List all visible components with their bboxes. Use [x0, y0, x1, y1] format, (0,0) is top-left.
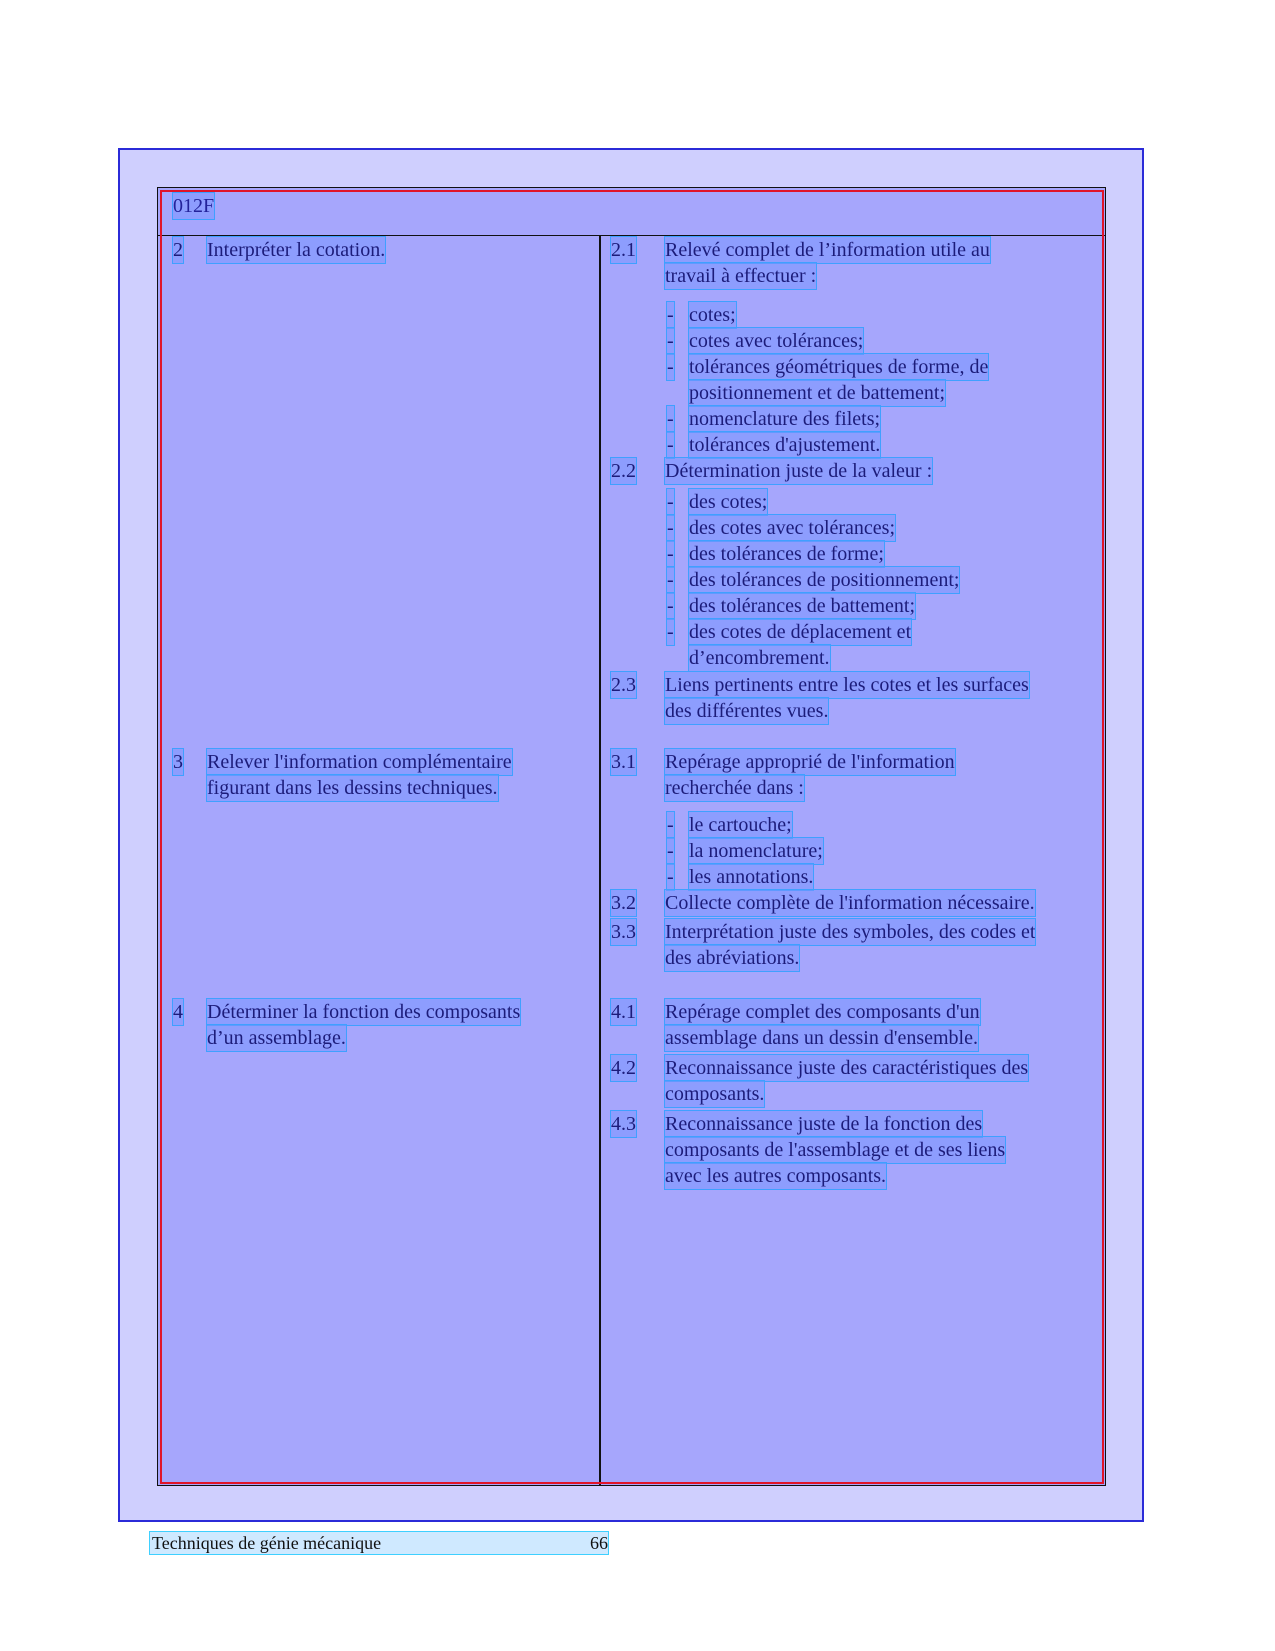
criterion-text: Collecte complète de l'information nécessaire.: [665, 892, 1035, 914]
criterion-number: 4.3: [611, 1113, 636, 1135]
bullet-text: des cotes;: [689, 491, 768, 513]
criterion-number: 4.1: [611, 1001, 636, 1023]
criterion-text: des abréviations.: [665, 947, 800, 969]
competency-code: 012F: [173, 195, 215, 217]
criterion-text: Liens pertinents entre les cotes et les surfaces: [665, 674, 1029, 696]
bullet-text: tolérances géométriques de forme, de: [689, 356, 989, 378]
criterion-text: Détermination juste de la valeur :: [665, 460, 933, 482]
bullet-text: la nomenclature;: [689, 840, 823, 862]
criterion-number: 3.1: [611, 751, 636, 773]
bullet-text: des tolérances de forme;: [689, 543, 884, 565]
criterion-text: Reconnaissance juste de la fonction des: [665, 1113, 983, 1135]
criterion-text: Repérage complet des composants d'un: [665, 1001, 980, 1023]
bullet-dash: -: [667, 491, 674, 513]
criterion-text: composants.: [665, 1083, 765, 1105]
bullet-dash: -: [667, 866, 674, 888]
criterion-text: Reconnaissance juste des caractéristiques des: [665, 1057, 1029, 1079]
competency-text: Interpréter la cotation.: [207, 239, 386, 261]
header-divider: [157, 235, 1106, 236]
bullet-text: des tolérances de battement;: [689, 595, 916, 617]
footer-title: Techniques de génie mécanique: [152, 1533, 382, 1553]
bullet-text: cotes avec tolérances;: [689, 330, 864, 352]
competency-text: Relever l'information complémentaire: [207, 751, 512, 773]
bullet-text: positionnement et de battement;: [689, 382, 946, 404]
bullet-dash: -: [667, 595, 674, 617]
bullet-text: les annotations.: [689, 866, 814, 888]
criterion-number: 2.3: [611, 674, 636, 696]
competency-number: 3: [173, 751, 183, 773]
bullet-dash: -: [667, 408, 674, 430]
criterion-text: Interprétation juste des symboles, des codes et: [665, 921, 1036, 943]
criterion-text: Relevé complet de l’information utile au: [665, 239, 990, 261]
criterion-text: Repérage approprié de l'information: [665, 751, 955, 773]
bullet-text: tolérances d'ajustement.: [689, 434, 881, 456]
bullet-text: le cartouche;: [689, 814, 792, 836]
bullet-dash: -: [667, 621, 674, 643]
criterion-text: assemblage dans un dessin d'ensemble.: [665, 1027, 978, 1049]
bullet-dash: -: [667, 814, 674, 836]
bullet-text: des cotes avec tolérances;: [689, 517, 896, 539]
column-divider: [599, 235, 601, 1486]
criterion-number: 2.2: [611, 460, 636, 482]
criterion-number: 3.3: [611, 921, 636, 943]
criterion-text: travail à effectuer :: [665, 265, 817, 287]
bullet-text: d’encombrement.: [689, 647, 830, 669]
criterion-number: 2.1: [611, 239, 636, 261]
competency-table: [157, 187, 1106, 1486]
page-number: 66: [590, 1533, 608, 1553]
bullet-text: des tolérances de positionnement;: [689, 569, 960, 591]
criterion-text: composants de l'assemblage et de ses liens: [665, 1139, 1006, 1161]
criterion-text: avec les autres composants.: [665, 1165, 887, 1187]
bullet-text: des cotes de déplacement et: [689, 621, 912, 643]
bullet-dash: -: [667, 543, 674, 565]
bullet-text: nomenclature des filets;: [689, 408, 881, 430]
criterion-number: 4.2: [611, 1057, 636, 1079]
criterion-number: 3.2: [611, 892, 636, 914]
competency-number: 4: [173, 1001, 183, 1023]
criterion-text: des différentes vues.: [665, 700, 829, 722]
competency-number: 2: [173, 239, 183, 261]
bullet-dash: -: [667, 840, 674, 862]
bullet-dash: -: [667, 356, 674, 378]
page-footer: [150, 1532, 608, 1554]
bullet-dash: -: [667, 434, 674, 456]
bullet-dash: -: [667, 569, 674, 591]
bullet-text: cotes;: [689, 304, 736, 326]
bullet-dash: -: [667, 517, 674, 539]
bullet-dash: -: [667, 304, 674, 326]
competency-text: d’un assemblage.: [207, 1027, 346, 1049]
criterion-text: recherchée dans :: [665, 777, 804, 799]
competency-text: Déterminer la fonction des composants: [207, 1001, 521, 1023]
bullet-dash: -: [667, 330, 674, 352]
competency-text: figurant dans les dessins techniques.: [207, 777, 498, 799]
